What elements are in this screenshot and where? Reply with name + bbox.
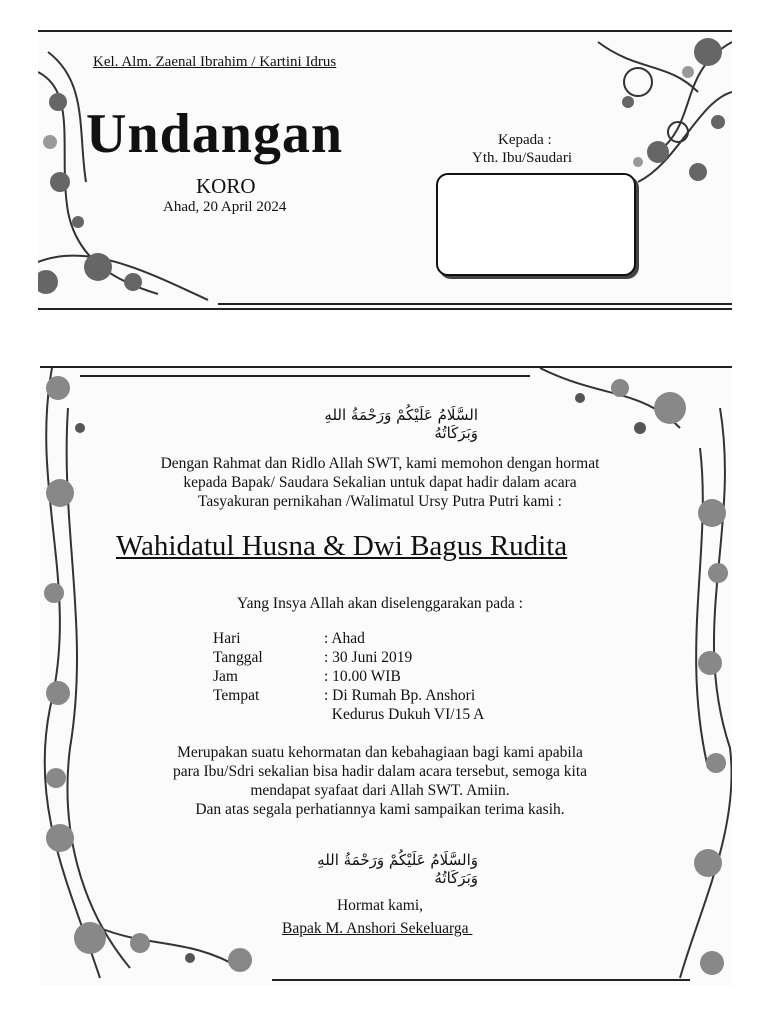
intro-line: Dengan Rahmat dan Ridlo Allah SWT, kami memohon dengan hormat [160, 455, 600, 472]
detail-value: : Di Rumah Bp. Anshori [324, 687, 476, 704]
recipient-label: Kepada : [498, 132, 552, 148]
intro-line: Tasyakuran pernikahan /Walimatul Ursy Putra Putri kami : [198, 493, 562, 510]
sender-name: Kel. Alm. Zaenal Ibrahim / Kartini Idrus [93, 54, 337, 70]
detail-value: : 10.00 WIB [324, 668, 401, 685]
recipient-salutation: Yth. Ibu/Saudari [472, 150, 572, 166]
invitation-card [40, 366, 732, 986]
envelope-card [38, 30, 732, 310]
opening-greeting: السَّلَامُ عَلَيْكُمْ وَرَحْمَةُ اللهِ وَبَرَكَاتُهُ [324, 406, 478, 442]
detail-label: Hari [213, 630, 241, 647]
detail-value: Kedurus Dukuh VI/15 A [324, 706, 485, 723]
closing-line: Merupakan suatu kehormatan dan kebahagiaan bagi kami apabila [177, 744, 583, 761]
address-box [436, 173, 636, 276]
detail-value: : 30 Juni 2019 [324, 649, 413, 666]
intro-paragraph [100, 454, 660, 511]
event-location: KORO [196, 174, 256, 198]
detail-label: Tempat [213, 687, 260, 704]
detail-label: Jam [213, 668, 238, 685]
detail-value: : Ahad [324, 630, 365, 647]
couple-names: Wahidatul Husna & Dwi Bagus Rudita [116, 530, 568, 562]
intro-line: kepada Bapak/ Saudara Sekalian untuk dapat hadir dalam acara [183, 474, 577, 491]
regards-text: Hormat kami, [336, 897, 424, 914]
detail-label: Tanggal [213, 649, 263, 666]
schedule-lead: Yang Insya Allah akan diselenggarakan pada : [237, 595, 523, 612]
signature: Bapak M. Anshori Sekeluarga [282, 920, 473, 937]
closing-line: mendapat syafaat dari Allah SWT. Amiin. [250, 782, 510, 799]
envelope-title: Undangan [86, 103, 344, 165]
event-date: Ahad, 20 April 2024 [163, 199, 287, 215]
closing-paragraph [100, 743, 660, 819]
closing-line: Dan atas segala perhatiannya kami sampaikan terima kasih. [195, 801, 565, 818]
closing-greeting: وَالسَّلَامُ عَلَيْكُمْ وَرَحْمَةُ اللهِ وَبَرَكَاتُهُ [317, 851, 478, 887]
closing-line: para Ibu/Sdri sekalian bisa hadir dalam acara tersebut, semoga kita [172, 763, 588, 780]
